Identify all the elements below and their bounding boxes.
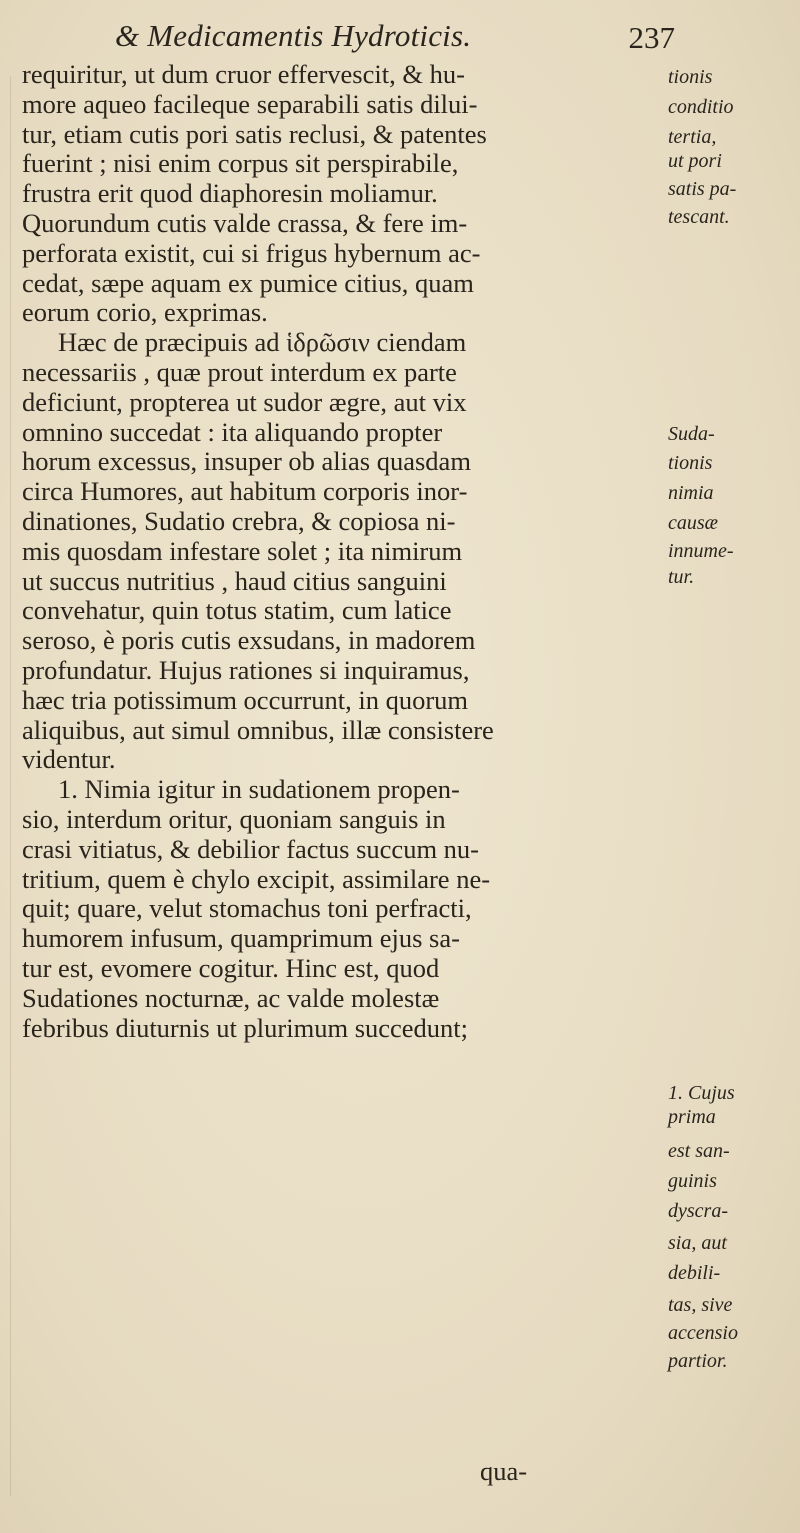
- margin-note: causæ: [668, 512, 718, 534]
- text-line: Sudationes nocturnæ, ac valde molestæ: [22, 983, 440, 1013]
- text-line: perforata existit, cui si frigus hybernum ac-: [22, 238, 481, 268]
- margin-note: innume-: [668, 540, 734, 562]
- text-line: dinationes, Sudatio crebra, & copiosa ni-: [22, 506, 456, 536]
- text-line: hæc tria potissimum occurrunt, in quorum: [22, 685, 469, 715]
- margin-note: tionis: [668, 452, 713, 474]
- text-line: necessariis , quæ prout interdum ex parte: [22, 357, 457, 387]
- text-line: frustra erit quod diaphoresin moliamur.: [22, 179, 438, 209]
- text-line: mis quosdam infestare solet ; ita nimirum: [22, 536, 463, 566]
- margin-note: satis pa-: [668, 178, 737, 200]
- text-line: convehatur, quin totus statim, cum latice: [22, 596, 452, 626]
- page-number: 237: [628, 20, 675, 55]
- margin-note: sia, aut: [668, 1232, 727, 1254]
- margin-note: est san-: [668, 1140, 730, 1162]
- margin-note: tescant.: [668, 206, 730, 228]
- text-line: 1. Nimia igitur in sudationem propen-: [58, 775, 460, 805]
- text-line: profundatur. Hujus rationes si inquiramus,: [22, 655, 470, 685]
- text-line: deficiunt, propterea ut sudor ægre, aut vix: [22, 387, 467, 417]
- text-line: fuerint ; nisi enim corpus sit perspirabile,: [22, 149, 459, 179]
- text-line: seroso, è poris cutis exsudans, in madorem: [22, 626, 476, 656]
- text-line: humorem infusum, quamprimum ejus sa-: [22, 924, 460, 954]
- running-header: [115, 18, 675, 64]
- margin-note: partior.: [668, 1350, 728, 1372]
- text-line: sio, interdum oritur, quoniam sanguis in: [22, 804, 446, 834]
- margin-note: dyscra-: [668, 1200, 728, 1222]
- margin-note: nimia: [668, 482, 714, 504]
- main-text-block: [22, 60, 662, 1043]
- text-line: requiritur, ut dum cruor effervescit, & hu-: [22, 60, 465, 89]
- text-line: cedat, sæpe aquam ex pumice citius, quam: [22, 268, 474, 298]
- margin-note: tertia,: [668, 126, 717, 148]
- margin-note: tionis: [668, 66, 713, 88]
- text-line: circa Humores, aut habitum corporis inor-: [22, 477, 468, 507]
- text-line: videntur.: [22, 745, 116, 775]
- margin-note: guinis: [668, 1170, 717, 1192]
- margin-note: 1. Cujus: [668, 1082, 735, 1104]
- text-line: aliquibus, aut simul omnibus, illæ consistere: [22, 715, 494, 745]
- margin-note: prima: [668, 1106, 716, 1128]
- margin-note: debili-: [668, 1262, 721, 1284]
- margin-note: accensio: [668, 1322, 738, 1344]
- catchword: qua-: [480, 1456, 528, 1486]
- margin-note: tas, sive: [668, 1294, 733, 1316]
- text-line: omnino succedat : ita aliquando propter: [22, 417, 443, 447]
- margin-note: tur.: [668, 566, 695, 588]
- running-title: & Medicamentis Hydroticis.: [115, 18, 472, 53]
- text-line: Hæc de præcipuis ad ἱδρῶσιν ciendam: [58, 328, 467, 358]
- margin-note: conditio: [668, 96, 734, 118]
- text-line: ut succus nutritius , haud citius sanguini: [22, 566, 447, 596]
- margin-note: Suda-: [668, 423, 715, 445]
- text-line: horum excessus, insuper ob alias quasdam: [22, 447, 471, 477]
- text-line: febribus diuturnis ut plurimum succedunt;: [22, 1013, 469, 1043]
- text-line: quit; quare, velut stomachus toni perfracti,: [22, 894, 472, 924]
- text-line: crasi vitiatus, & debilior factus succum nu-: [22, 834, 480, 864]
- gutter-shadow: [10, 76, 11, 1496]
- text-line: more aqueo facileque separabili satis dilui-: [22, 89, 478, 119]
- margin-note: ut pori: [668, 150, 722, 172]
- text-line: tur est, evomere cogitur. Hinc est, quod: [22, 953, 440, 983]
- text-line: eorum corio, exprimas.: [22, 298, 268, 328]
- text-line: Quorundum cutis valde crassa, & fere im-: [22, 208, 468, 238]
- text-line: tur, etiam cutis pori satis reclusi, & patentes: [22, 119, 487, 149]
- text-line: tritium, quem è chylo excipit, assimilare ne-: [22, 864, 491, 894]
